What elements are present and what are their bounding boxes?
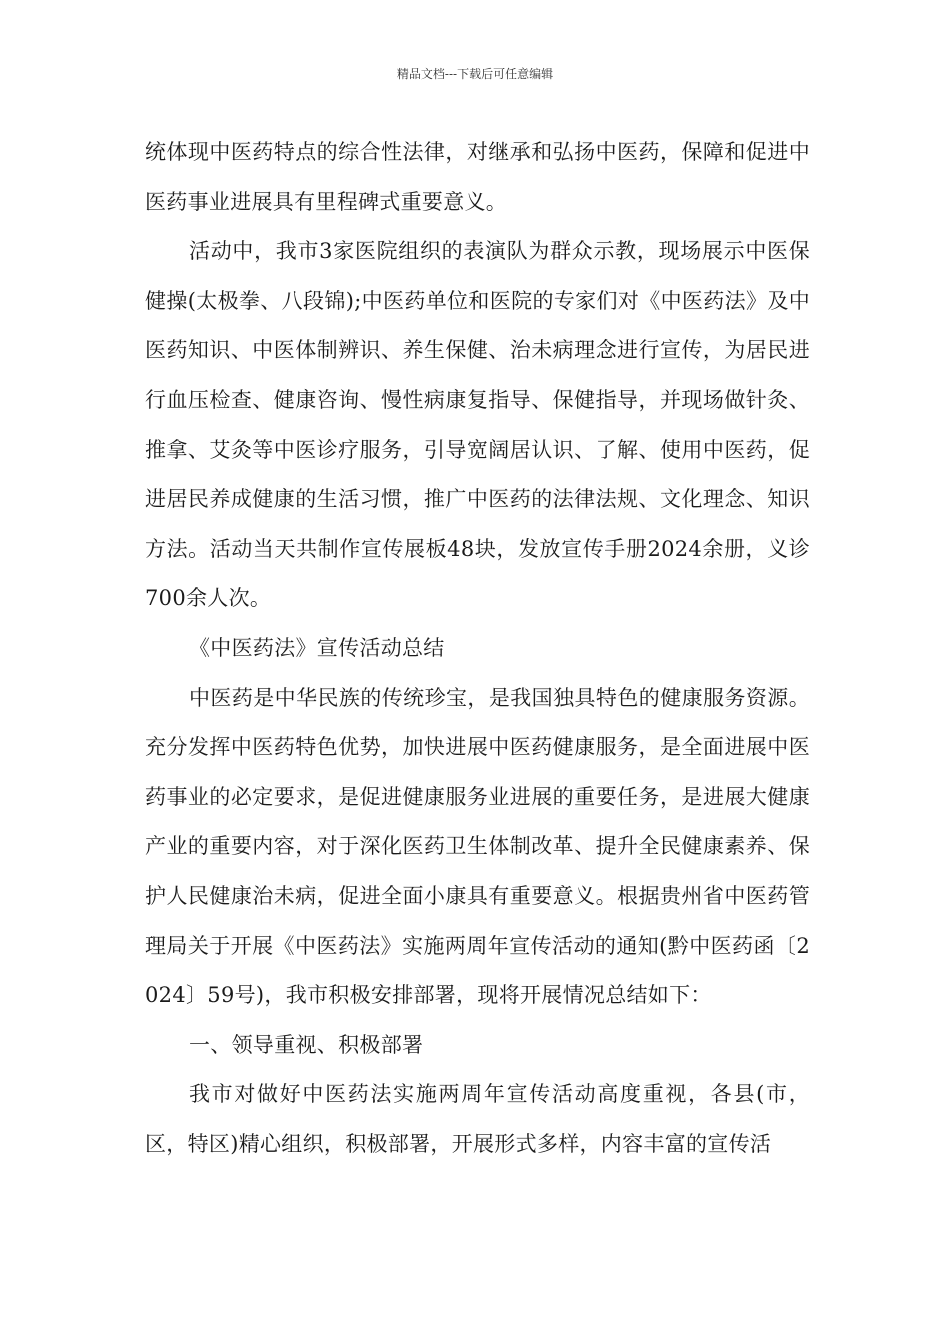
paragraph-activity: 活动中，我市3家医院组织的表演队为群众示教，现场展示中医保健操(太极拳、八段锦);中医药单位和医院的专家们对《中医药法》及中医药知识、中医体制辨识、养生保健、治未病理念进行宣传，为居民进行血压检查、健康咨询、慢性病康复指导、保健指导，并现场做针灸、推拿、艾灸等中医诊疗服务，引导宽阔居认识、了解、使用中医药，促进居民养成健康的生活习惯，推广中医药的法律法规、文化理念、知识方法。活动当天共制作宣传展板48块，发放宣传手册2024余册，义诊700余人次。 bbox=[145, 239, 810, 611]
section-title: 《中医药法》宣传活动总结 bbox=[189, 635, 445, 660]
paragraph-leadership: 我市对做好中医药法实施两周年宣传活动高度重视，各县(市，区，特区)精心组织，积极部署，开展形式多样，内容丰富的宣传活 bbox=[145, 1082, 810, 1156]
document-body bbox=[145, 128, 810, 1169]
page-header: 精品文档---下载后可任意编辑 bbox=[396, 67, 554, 81]
paragraph-intro: 中医药是中华民族的传统珍宝，是我国独具特色的健康服务资源。充分发挥中医药特色优势，加快进展中医药健康服务，是全面进展中医药事业的必定要求，是促进健康服务业进展的重要任务，是进展大健康产业的重要内容，对于深化医药卫生体制改革、提升全民健康素养、保护人民健康治未病，促进全面小康具有重要意义。根据贵州省中医药管理局关于开展《中医药法》实施两周年宣传活动的通知(黔中医药函〔2024〕59号)，我市积极安排部署，现将开展情况总结如下： bbox=[145, 685, 810, 1008]
section-heading-1: 一、领导重视、积极部署 bbox=[189, 1032, 424, 1057]
paragraph-continuation: 统体现中医药特点的综合性法律，对继承和弘扬中医药，保障和促进中医药事业进展具有里程碑式重要意义。 bbox=[145, 140, 810, 214]
